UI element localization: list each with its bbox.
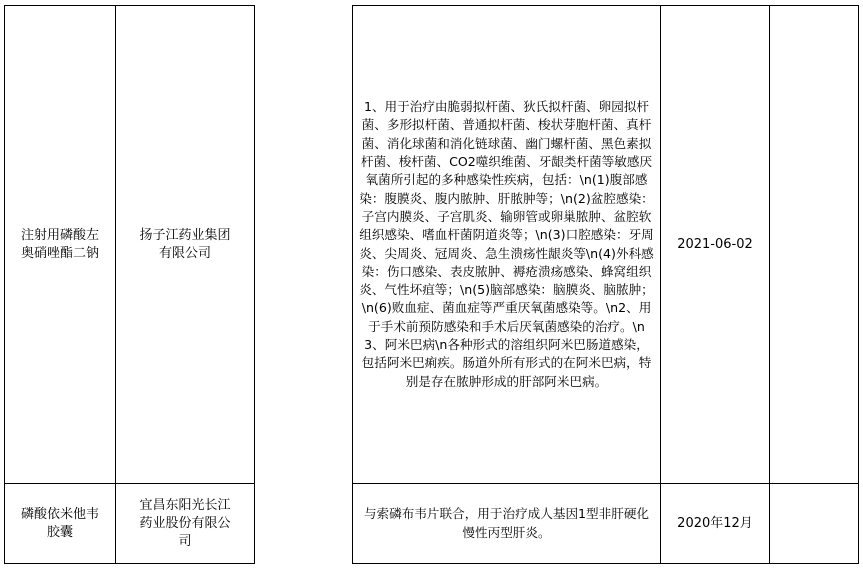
company-text: 宜昌东阳光长江药业股份有限公司 [139, 497, 231, 549]
table-cell-indication [352, 5, 661, 484]
table-cell-indication [352, 483, 661, 564]
table-cell-drug-name [4, 483, 116, 564]
indication-text: 与索磷布韦片联合，用于治疗成人基因1型非肝硬化慢性丙型肝炎。 [363, 506, 650, 540]
date-text: 2021-06-02 [677, 236, 753, 252]
table-cell-drug-name [4, 5, 116, 484]
date-text: 2020年12月 [677, 515, 753, 531]
drug-name-text: 注射用磷酸左奥硝唑酯二钠 [20, 227, 99, 261]
company-text: 扬子江药业集团有限公司 [139, 227, 231, 261]
table-cell-date [660, 5, 770, 484]
table-cell-company [115, 483, 255, 564]
table-cell-date [660, 483, 770, 564]
drug-name-text: 磷酸依米他韦胶囊 [20, 506, 99, 540]
table-cell-extra [769, 5, 859, 484]
table-cell-company [115, 5, 255, 484]
indication-text: 1、用于治疗由脆弱拟杆菌、狄氏拟杆菌、卵园拟杆菌、多形拟杆菌、普通拟杆菌、梭状芽胞杆菌、真杆菌、消化球菌和消化链球菌、幽门螺杆菌、黑色素拟杆菌、梭杆菌、CO2噬织维菌、牙龈类杆菌等敏感厌氧菌所引起的多种感染性疾病，包括：\n(1)腹部感染：腹膜炎、腹内脓肿、肝脓肿等；\n(2)盆腔感染：子宫内膜炎、子宫肌炎、输卵管或卵巢脓肿、盆腔软组织感染、嗜血杆菌阴道炎等；\n(3)口腔感染：牙周炎、尖周炎、冠周炎、急生溃疡性龈炎等\n(4)外科感染：伤口感染、表皮脓肿、褥疮溃疡感染、蜂窝组织炎、气性坏疽等；\n(5)脑部感染：脑膜炎、脑脓肿；\n(6)败血症、菌血症等严重厌氧菌感染等。\n2、用于手术前预防感染和手术后厌氧菌感染的治疗。\n3、阿米巴病\n各种形式的溶组织阿米巴肠道感染，包括阿米巴痢疾。肠道外所有形式的在阿米巴病，特别是存在脓肿形成的肝部阿米巴病。 [359, 99, 654, 389]
table-cell-extra [769, 483, 859, 564]
